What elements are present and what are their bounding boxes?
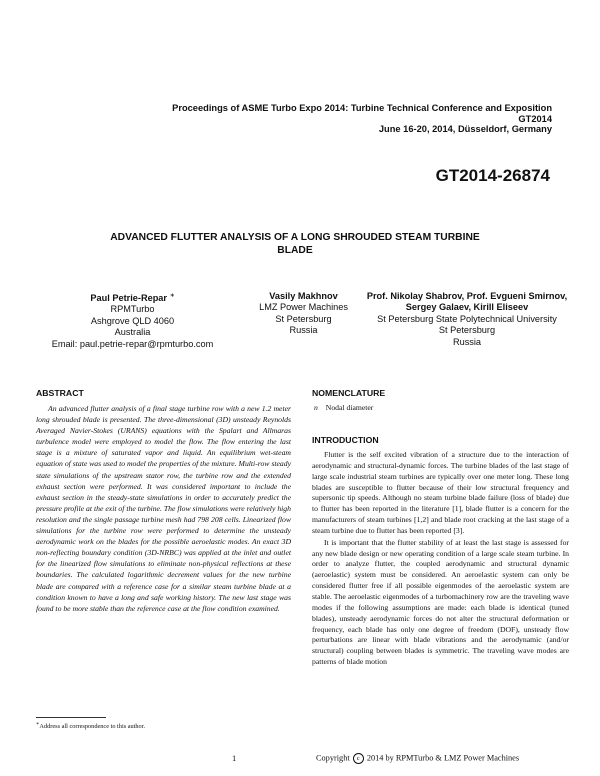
paper-title-line: BLADE xyxy=(277,244,313,256)
author-name: Paul Petrie-Repar ∗ xyxy=(90,293,175,304)
copyright-label: Copyright xyxy=(316,753,350,763)
footnote-mark: ∗ xyxy=(169,293,175,299)
paper-title-line: ADVANCED FLUTTER ANALYSIS OF A LONG SHROUDED STEAM TURBINE xyxy=(110,232,480,243)
author-address: Ashgrove QLD 4060 xyxy=(90,315,175,326)
copyright-symbol-icon: c xyxy=(353,753,364,764)
footnote xyxy=(36,721,145,730)
author-country: Russia xyxy=(289,325,318,336)
author-country: Australia xyxy=(114,327,151,338)
nomenclature-symbol: n xyxy=(314,403,318,412)
footnote-divider xyxy=(36,717,106,718)
nomenclature-entry xyxy=(312,403,569,413)
copyright-notice xyxy=(316,753,519,764)
nomenclature-definition: Nodal diameter xyxy=(325,403,374,412)
paper-id: GT2014-26874 xyxy=(435,166,550,185)
proceedings-line: June 16-20, 2014, Düsseldorf, Germany xyxy=(378,124,552,134)
page-number: 1 xyxy=(232,753,237,763)
author-name: Prof. Nikolay Shabrov, Prof. Evgueni Smirnov, xyxy=(366,291,568,301)
author-city: St Petersburg xyxy=(438,325,496,336)
abstract-heading: ABSTRACT xyxy=(36,388,84,398)
proceedings-header xyxy=(172,103,552,135)
author-affiliation: RPMTurbo xyxy=(110,304,155,315)
author-block xyxy=(236,291,371,337)
nomenclature-heading: NOMENCLATURE xyxy=(312,388,386,398)
author-name-line2: Sergey Galaev, Kirill Eliseev xyxy=(405,302,529,313)
author-city: St Petersburg xyxy=(275,313,332,324)
author-affiliation: St Petersburg State Polytechnical University xyxy=(377,313,557,324)
introduction-paragraph: It is important that the flutter stability of at least the last stage is assessed for any new blade design or new operating condition of a large scale steam turbine. In order to analyze flutter, the coupled aerodynamic and structural dynamic (aeroelastic) system must be considered. An aeroelastic system can only be considered flutter free if all possible eigenmodes of the aeroelastic system are stable. The aeroelastic eigenmodes of a turbomachinery row are the traveling wave modes if the following assumptions are made: each blade is identical (tuned blades), unsteady aerodynamic forces do not alter the structural deformation or frequency, each blade has only one degree of freedom (DOF), unsteady flow perturbations are linear with blade vibrations and the aerodynamic (and/or structural) coupling between blades is symmetric. The traveling wave modes are patterns of blade motion xyxy=(312,537,569,667)
author-email: Email: paul.petrie-repar@rpmturbo.com xyxy=(51,338,214,349)
author-block xyxy=(30,291,235,350)
copyright-text: 2014 by RPMTurbo & LMZ Power Machines xyxy=(366,753,520,763)
footnote-text: Address all correspondence to this author. xyxy=(39,723,146,731)
proceedings-line: Proceedings of ASME Turbo Expo 2014: Turbine Technical Conference and Exposition xyxy=(172,103,552,113)
proceedings-line: GT2014 xyxy=(518,113,552,124)
left-column xyxy=(36,388,291,614)
author-country: Russia xyxy=(452,336,482,347)
author-block xyxy=(356,291,578,348)
author-affiliation: LMZ Power Machines xyxy=(259,302,348,313)
introduction-paragraph: Flutter is the self excited vibration of a structure due to the interaction of aerodynamic and structural-dynamic forces. The turbine blades of the last stage of large scale industrial steam turbines are typically over one meter long. These long blades are susceptible to flutter because of their low structural frequency and supersonic tip speeds. Although no steam turbine blade failure (loss of blade) due to flutter has been reported in the literature [1], blade flutter is a concern for the manufacturers of steam turbines [1,2] and blade root cracking at the last stage of a steam turbine due to flutter has been reported [3]. xyxy=(312,450,569,535)
introduction-heading: INTRODUCTION xyxy=(312,435,379,445)
footnote-mark: ∗ xyxy=(36,722,40,727)
paper-title xyxy=(80,232,510,257)
abstract-text: An advanced flutter analysis of a final stage turbine row with a new 1.2 meter long shrouded blade is presented. The three-dimensional (3D) unsteady Reynolds Averaged Navier-Stokes (URANS) equations with the Spalart and Allmaras turbulence model were employed to model the flow. The flow entering the last stage is a mixture of saturated vapor and liquid. An equilibrium wet-steam equation of state was used to model the properties of the mixture. Multi-row steady state simulations of the upstream stator row, the turbine row and the extended exhaust section were performed. It was considered important to include the exhaust section in the steady-state simulations in order to accurately predict the pressure profile at the exit of the turbine. The flow simulations were relatively high resolution and the single passage turbine mesh had 798 208 cells. Linearized flow simulations for the turbine row were performed to determine the unsteady aerodynamic work on the blades for the possible aeroelastic modes. An exact 3D non-reflecting boundary condition (3D-NRBC) was applied at the inlet and outlet for the linearized flow simulations to eliminate non-physical reflections at these boundaries. The calculated logarithmic decrement values for the new turbine blade are compared with a reference case for a similar steam turbine blade at a condition known to have a long and safe working history. The new last stage was found to be more stable than the reference case at the flow condition examined. xyxy=(36,404,291,613)
right-column xyxy=(312,388,569,669)
author-name: Vasily Makhnov xyxy=(269,291,338,301)
